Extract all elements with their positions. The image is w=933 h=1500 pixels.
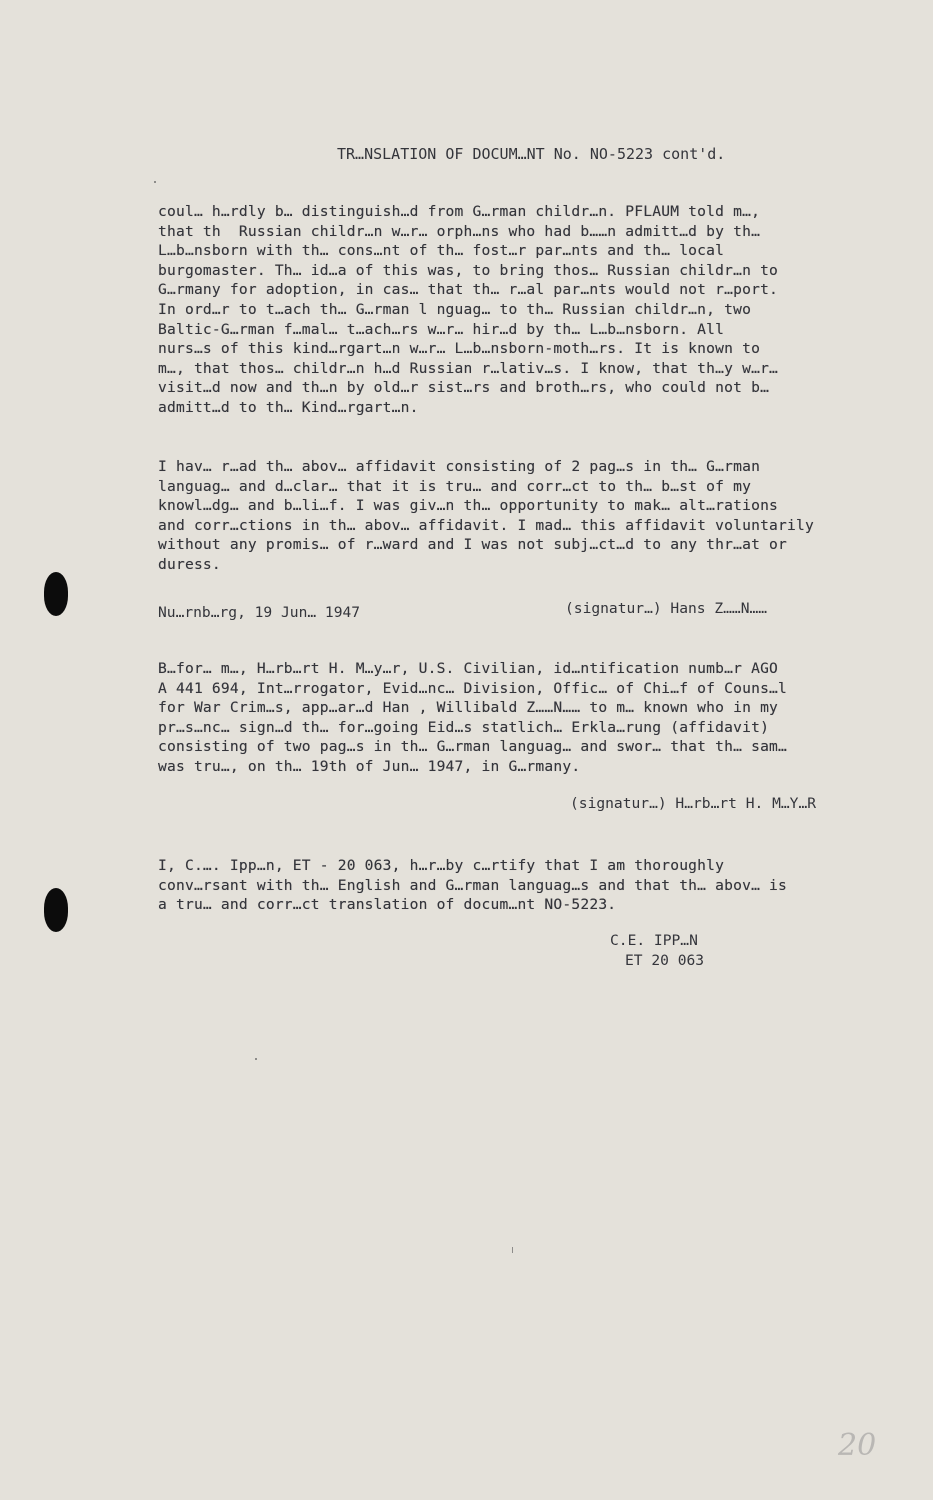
paper-speck — [512, 1247, 513, 1253]
translator-certification: I, C.…. Ipp…n, ET - 20 063, h…r…by c…rtify that I am thoroughly conv…rsant with th… English and G…rman languag…s and that th… abov… is a tru… and corr…ct translation of docum…nt NO-5223. — [158, 857, 788, 914]
paper-speck — [255, 1058, 257, 1060]
translator-name: C.E. IPP…N — [610, 932, 698, 949]
punch-hole — [44, 572, 68, 616]
interrogator-signature: (signatur…) H…rb…rt H. M…Y…R — [570, 795, 817, 812]
place-date: Nu…rnb…rg, 19 Jun… 1947 — [158, 604, 361, 621]
document-heading: TR…NSLATION OF DOCUM…NT No. NO-5223 cont'd. — [337, 145, 726, 163]
paper-speck — [154, 181, 156, 183]
body-paragraph-affirmation: I hav… r…ad th… abov… affidavit consisting of 2 pag…s in th… G…rman languag… and d…clar… that it is tru… and corr…ct to th… b…st of my knowl…dg… and b…li…f. I was giv…n th… opportunity to mak… alt…rations and corr…ctions in th… abov… affidavit. I mad… this affidavit voluntarily without any promis… of r…ward and I was not subj…ct…d to any thr…at or duress. — [158, 458, 814, 573]
affiant-signature: (signatur…) Hans Z……N…… — [565, 600, 768, 617]
translator-id: ET 20 063 — [625, 952, 705, 969]
punch-hole — [44, 888, 68, 932]
page-number: 20 — [838, 1428, 877, 1463]
body-paragraph-interrogator: B…for… m…, H…rb…rt H. M…y…r, U.S. Civilian, id…ntification numb…r AGO A 441 694, Int…rrogator, Evid…nc… Division, Offic… of Chi…f of Couns…l for War Crim…s, app…ar…d Han , Willibald Z……N…… to m… known who in my pr…s…nc… sign…d th… for…going Eid…s statlich… Erkla…rung (affidavit) consisting of two pag…s in th… G…rman languag… and swor… that th… sam… was tru…, on th… 19th of Jun… 1947, in G…rmany. — [158, 660, 788, 775]
body-paragraph-testimony: coul… h…rdly b… distinguish…d from G…rman childr…n. PFLAUM told m…, that th Russian childr…n w…r… orph…ns who had b……n admitt…d by th… L…b…nsborn with th… cons…nt of th… fost…r par…nts and th… local burgomaster. Th… id…a of this was, to bring thos… Russian childr…n to G…rmany for adoption, in cas… that th… r…al par…nts would not r…port. In ord…r to t…ach th… G…rman l nguag… to th… Russian childr…n, two Baltic-G…rman f…mal… t…ach…rs w…r… hir…d by th… L…b…nsborn. All nurs…s of this kind…rgart…n w…r… L…b…nsborn-moth…rs. It is known to m…, that thos… childr…n h…d Russian r…lativ…s. I know, that th…y w…r… visit…d now and th…n by old…r sist…rs and broth…rs, who could not b… admitt…d to th… Kind…rgart…n. — [158, 203, 779, 416]
